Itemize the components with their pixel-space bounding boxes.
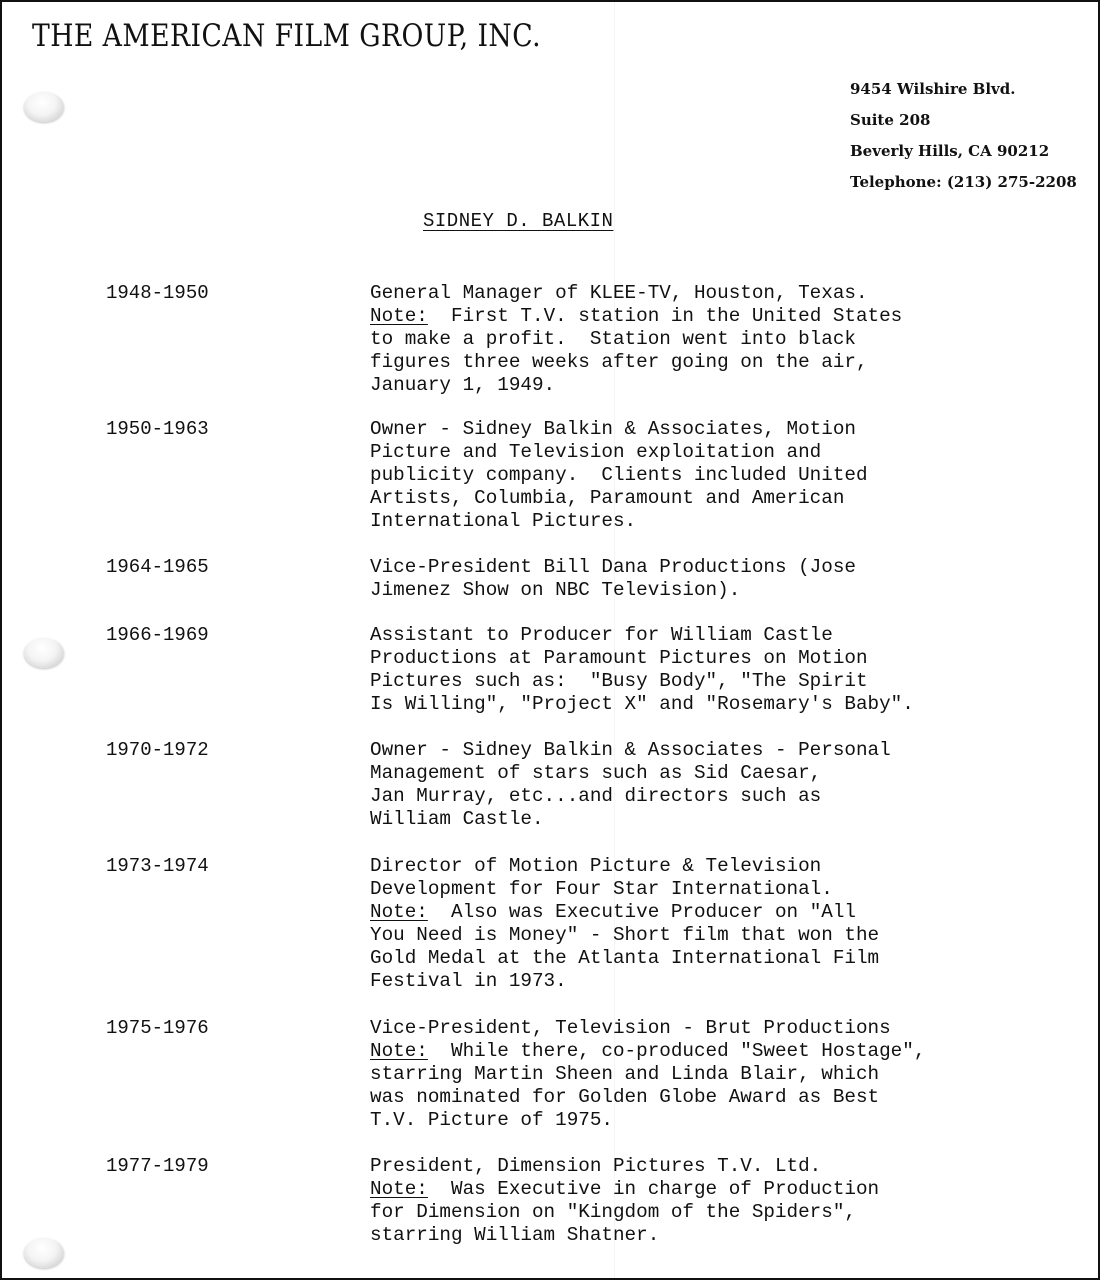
line-text: While there, co-produced "Sweet Hostage",: [427, 1040, 926, 1062]
entry-description: [370, 624, 1070, 716]
line-text: Vice-President Bill Dana Productions (Jose: [370, 556, 856, 578]
note-label: Note:: [370, 1040, 428, 1062]
line-text: for Dimension on "Kingdom of the Spiders",: [370, 1201, 856, 1223]
entry-years: 1970-1972: [106, 739, 209, 761]
description-line: [370, 441, 1070, 464]
binder-hole-top: [24, 92, 64, 122]
line-text: Artists, Columbia, Paramount and American: [370, 487, 845, 509]
entry-description: [370, 855, 1070, 993]
company-address: [850, 74, 1077, 198]
entry-description: [370, 418, 1070, 533]
line-text: International Pictures.: [370, 510, 637, 532]
note-label: Note:: [370, 305, 428, 327]
description-line: [370, 305, 1070, 328]
line-text: You Need is Money" - Short film that won the: [370, 924, 880, 946]
resume-title: SIDNEY D. BALKIN: [423, 210, 614, 232]
entry-years: 1975-1976: [106, 1017, 209, 1039]
line-text: Management of stars such as Sid Caesar,: [370, 762, 822, 784]
entry-description: [370, 556, 1070, 602]
description-line: [370, 808, 1070, 831]
entry-years: 1964-1965: [106, 556, 209, 578]
entry-years: 1950-1963: [106, 418, 209, 440]
line-text: General Manager of KLEE-TV, Houston, Texas.: [370, 282, 868, 304]
description-line: [370, 1040, 1070, 1063]
description-line: [370, 556, 1070, 579]
address-line: Beverly Hills, CA 90212: [850, 142, 1050, 160]
entry-description: [370, 739, 1070, 831]
line-text: Gold Medal at the Atlanta International Film: [370, 947, 880, 969]
line-text: January 1, 1949.: [370, 374, 556, 396]
line-text: Pictures such as: "Busy Body", "The Spirit: [370, 670, 868, 692]
line-text: Picture and Television exploitation and: [370, 441, 822, 463]
entry-description: [370, 1155, 1070, 1247]
entry-years: 1977-1979: [106, 1155, 209, 1177]
line-text: Jan Murray, etc...and directors such as: [370, 785, 822, 807]
line-text: Director of Motion Picture & Television: [370, 855, 822, 877]
description-line: [370, 328, 1070, 351]
binder-hole-bottom: [24, 1238, 64, 1268]
entry-years: 1966-1969: [106, 624, 209, 646]
description-line: [370, 1224, 1070, 1247]
description-line: [370, 1063, 1070, 1086]
description-line: [370, 670, 1070, 693]
address-line: Suite 208: [850, 111, 931, 129]
entry-years: 1948-1950: [106, 282, 209, 304]
line-text: starring William Shatner.: [370, 1224, 660, 1246]
description-line: [370, 739, 1070, 762]
description-line: [370, 762, 1070, 785]
description-line: [370, 855, 1070, 878]
description-line: [370, 878, 1070, 901]
line-text: was nominated for Golden Globe Award as Best: [370, 1086, 880, 1108]
entry-years: 1973-1974: [106, 855, 209, 877]
line-text: William Castle.: [370, 808, 544, 830]
description-line: [370, 1201, 1070, 1224]
line-text: figures three weeks after going on the air,: [370, 351, 868, 373]
description-line: [370, 1017, 1070, 1040]
line-text: Jimenez Show on NBC Television).: [370, 579, 741, 601]
description-line: [370, 1178, 1070, 1201]
description-line: [370, 647, 1070, 670]
address-line: Telephone: (213) 275-2208: [850, 173, 1077, 191]
line-text: Productions at Paramount Pictures on Motion: [370, 647, 868, 669]
note-label: Note:: [370, 1178, 428, 1200]
description-line: [370, 510, 1070, 533]
entry-description: [370, 1017, 1070, 1132]
line-text: publicity company. Clients included United: [370, 464, 868, 486]
line-text: Also was Executive Producer on "All: [427, 901, 856, 923]
line-text: President, Dimension Pictures T.V. Ltd.: [370, 1155, 822, 1177]
company-name: THE AMERICAN FILM GROUP, INC.: [32, 18, 541, 54]
entry-description: [370, 282, 1070, 397]
line-text: starring Martin Sheen and Linda Blair, which: [370, 1063, 880, 1085]
description-line: [370, 579, 1070, 602]
line-text: Assistant to Producer for William Castle: [370, 624, 833, 646]
line-text: Was Executive in charge of Production: [427, 1178, 880, 1200]
line-text: First T.V. station in the United States: [427, 305, 903, 327]
line-text: Owner - Sidney Balkin & Associates - Personal: [370, 739, 891, 761]
description-line: [370, 624, 1070, 647]
line-text: to make a profit. Station went into black: [370, 328, 856, 350]
description-line: [370, 282, 1070, 305]
description-line: [370, 1109, 1070, 1132]
description-line: [370, 464, 1070, 487]
description-line: [370, 924, 1070, 947]
line-text: Is Willing", "Project X" and "Rosemary's Baby".: [370, 693, 914, 715]
note-label: Note:: [370, 901, 428, 923]
description-line: [370, 693, 1070, 716]
description-line: [370, 970, 1070, 993]
description-line: [370, 901, 1070, 924]
line-text: Owner - Sidney Balkin & Associates, Motion: [370, 418, 856, 440]
address-line: 9454 Wilshire Blvd.: [850, 80, 1016, 98]
line-text: Vice-President, Television - Brut Productions: [370, 1017, 891, 1039]
description-line: [370, 374, 1070, 397]
description-line: [370, 785, 1070, 808]
line-text: Development for Four Star International.: [370, 878, 833, 900]
description-line: [370, 947, 1070, 970]
description-line: [370, 418, 1070, 441]
description-line: [370, 487, 1070, 510]
line-text: Festival in 1973.: [370, 970, 567, 992]
binder-hole-middle: [24, 638, 64, 668]
line-text: T.V. Picture of 1975.: [370, 1109, 613, 1131]
description-line: [370, 1155, 1070, 1178]
description-line: [370, 1086, 1070, 1109]
description-line: [370, 351, 1070, 374]
